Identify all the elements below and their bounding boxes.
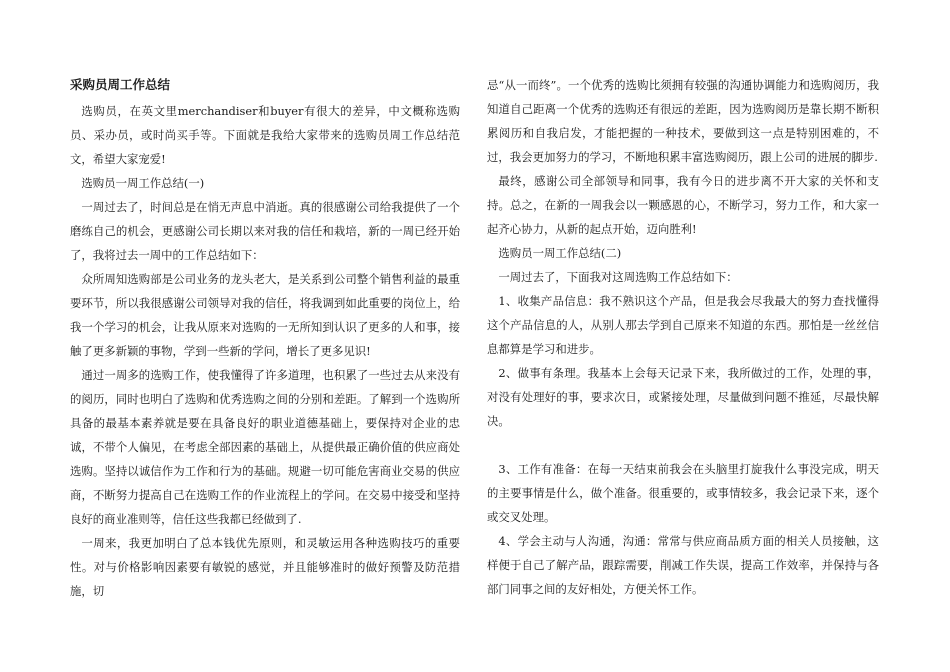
section-heading-1: 选购员一周工作总结(一) [81, 176, 205, 190]
body-paragraph: 一周过去了，下面我对这周选购工作总结如下： [498, 270, 738, 284]
list-item-4: 4、学会主动与人沟通，沟通：常常与供应商品质方面的相关人员接触，这样便于自己了解产品，跟踪需要，削减工作失误，提高工作效率，并保持与各部门同事之间的友好相处，方便关怀工作。 [487, 534, 879, 596]
list-item-2: 2、做事有条理。我基本上会每天记录下来，我所做过的工作，处理的事，对没有处理好的事，要求次日，或紧接处理，尽量做到问题不推延，尽最快解决。 [487, 366, 879, 428]
intro-paragraph: 选购员，在英文里merchandiser和buyer有很大的差异，中文概称选购员、采办员，或时尚买手等。下面就是我给大家带来的选购员周工作总结范文，希望大家宠爱! [70, 104, 460, 166]
right-column [487, 73, 879, 601]
body-paragraph: 最终，感谢公司全部领导和同事，我有今日的进步离不开大家的关怀和支持。总之，在新的一周我会以一颗感恩的心，不断学习，努力工作，和大家一起齐心协力，从新的起点开始，迈向胜利! [487, 174, 879, 236]
body-paragraph: 通过一周多的选购工作，使我懂得了许多道理，也积累了一些过去从来没有的阅历，同时也明白了选购和优秀选购之间的分别和差距。了解到一个选购所具备的最基本素养就是要在具备良好的职业道德基础上，要保持对企业的忠诚，不带个人偏见，在考虑全部因素的基础上，从提供最正确价值的供应商处选购。坚持以诚信作为工作和行为的基础。规避一切可能危害商业交易的供应商，不断努力提高自己在选购工作的作业流程上的学问。在交易中接受和坚持良好的商业准则等，信任这些我都已经做到了. [70, 368, 460, 526]
section-heading-2: 选购员一周工作总结(二) [498, 246, 622, 260]
body-paragraph-continued: 忌“从一而终”。一个优秀的选购比须拥有较强的沟通协调能力和选购阅历，我知道自己距离一个优秀的选购还有很远的差距，因为选购阅历是靠长期不断积累阅历和自我启发，才能把握的一种技术，要做到这一点是特别困难的，不过，我会更加努力的学习，不断地积累丰富选购阅历，跟上公司的进展的脚步. [487, 78, 879, 164]
document-title: 采购员周工作总结 [70, 77, 171, 92]
list-item-1: 1、收集产品信息：我不熟识这个产品，但是我会尽我最大的努力查找懂得这个产品信息的人，从别人那去学到自己原来不知道的东西。那怕是一丝丝信息都算是学习和进步。 [487, 294, 879, 356]
list-item-3: 3、工作有准备：在每一天结束前我会在头脑里打旋我什么事没完成，明天的主要事情是什么，做个准备。很重要的，或事情较多，我会记录下来，逐个或交叉处理。 [487, 462, 879, 524]
left-column [70, 73, 460, 603]
body-paragraph: 众所周知选购部是公司业务的龙头老大，是关系到公司整个销售利益的最重要环节，所以我很感谢公司领导对我的信任，将我调到如此重要的岗位上，给我一个学习的机会，让我从原来对选购的一无所知到认识了更多的人和事，接触了更多新颖的事物，学到一些新的学问，增长了更多见识! [70, 272, 460, 358]
body-paragraph: 一周来，我更加明白了总本钱优先原则，和灵敏运用各种选购技巧的重要性。对与价格影响因素要有敏锐的感觉，并且能够准时的做好预警及防范措施，切 [70, 536, 460, 598]
body-paragraph: 一周过去了，时间总是在悄无声息中消逝。真的很感谢公司给我提供了一个磨练自己的机会，更感谢公司长期以来对我的信任和栽培，新的一周已经开始了，我将过去一周中的工作总结如下： [70, 200, 460, 262]
